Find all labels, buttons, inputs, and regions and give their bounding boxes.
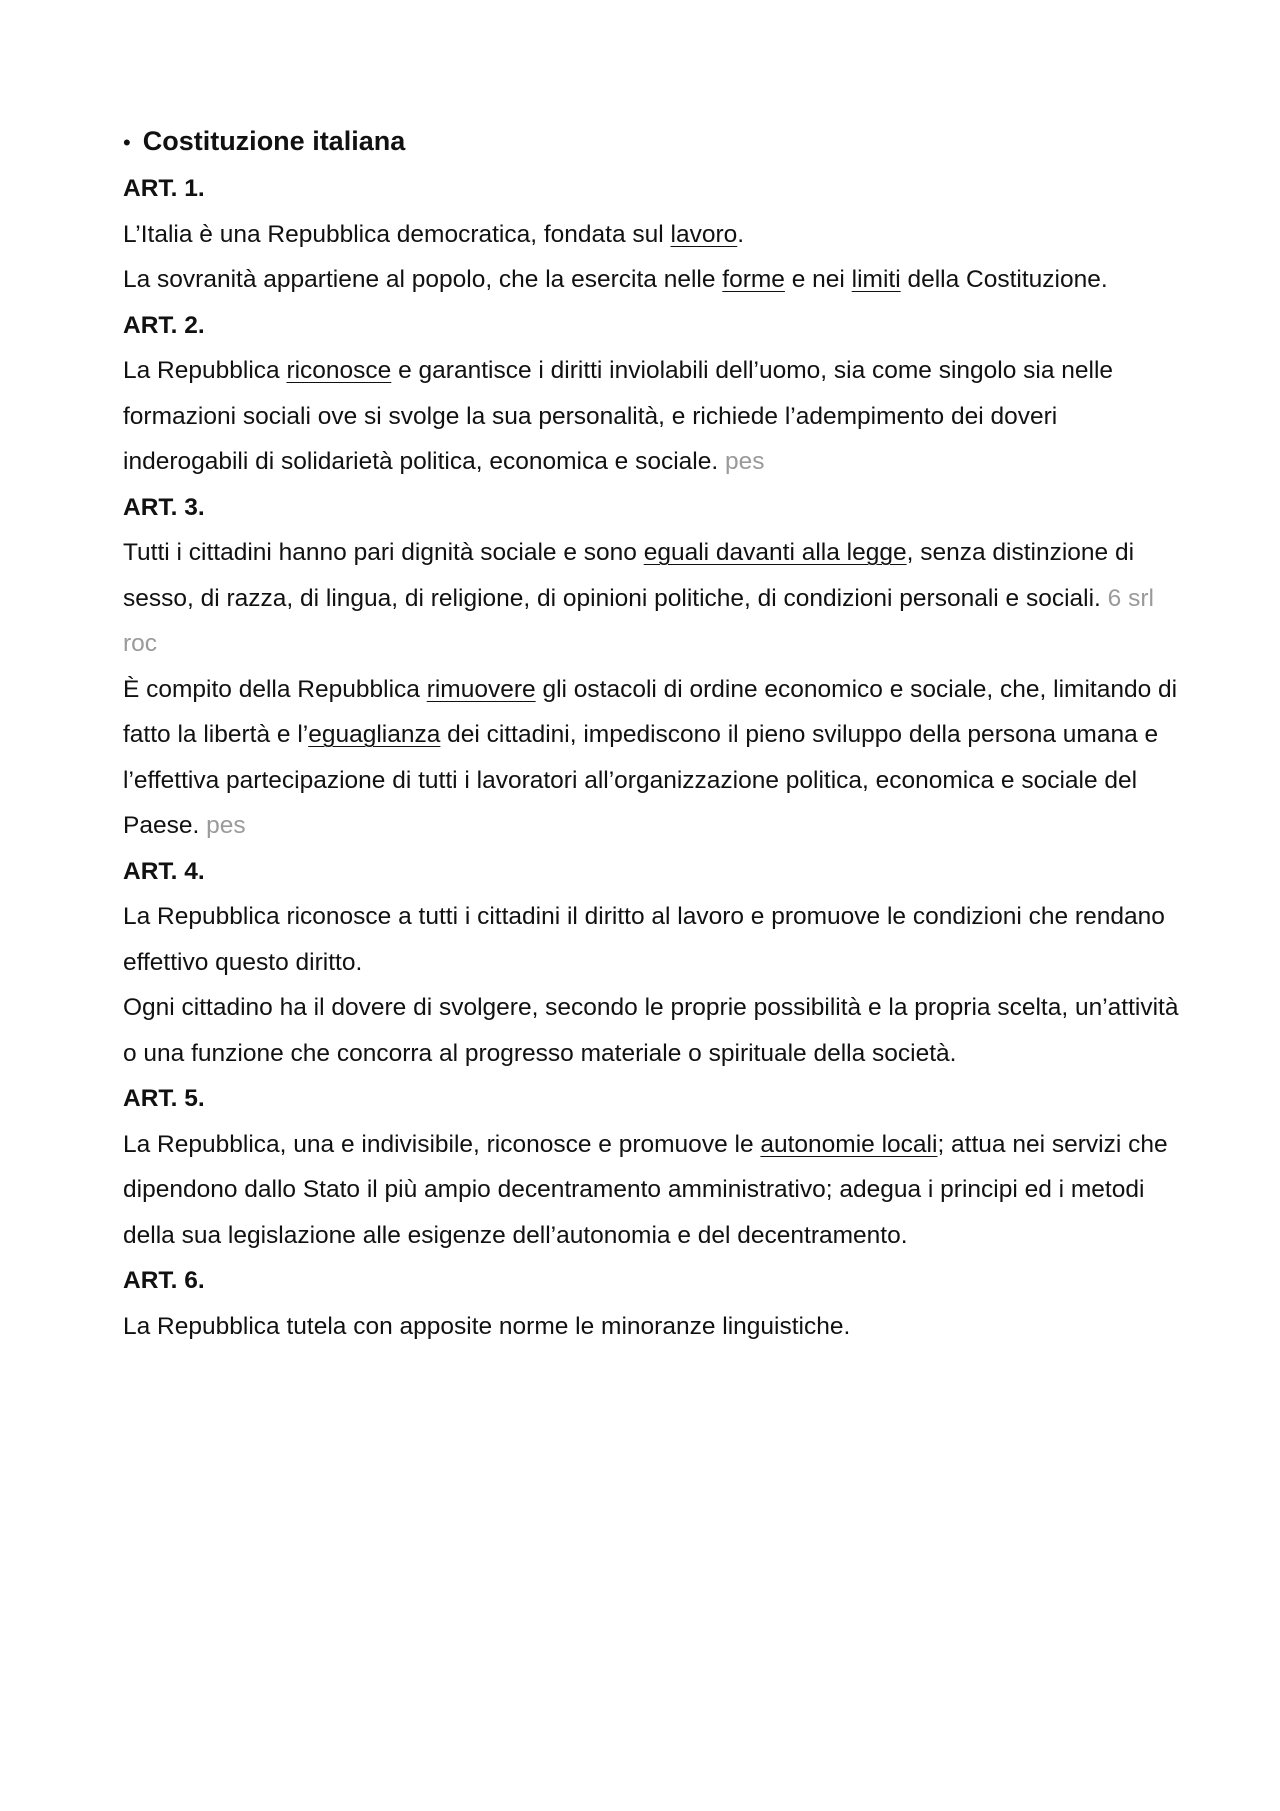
article-paragraph [123,667,1183,849]
article-6 [123,1258,1183,1349]
article-paragraph [123,985,1183,1076]
margin-note: 6 srl roc [123,584,1154,657]
article-4 [123,849,1183,1077]
article-heading: ART. 1. [123,175,205,202]
text-run: La Repubblica, una e indivisibile, riconosce e promuove le [123,1130,761,1158]
section-title-text: Costituzione italiana [142,126,406,156]
article-1 [123,166,1183,303]
article-heading: ART. 2. [123,311,205,339]
article-paragraph [123,894,1183,985]
text-run: e garantisce i diritti inviolabili dell’uomo, sia come singolo sia nelle formazioni sociali ove si svolge la sua personalità, e richiede l’adempimento dei doveri inderogabili di solidarietà politica, economica e sociale. [123,357,1114,475]
text-run: Tutti i cittadini hanno pari dignità sociale e sono [123,539,644,566]
article-paragraph [123,530,1183,667]
underlined-term: riconosce [286,357,392,384]
text-run: La Repubblica tutela con apposite norme le minoranze linguistiche. [123,1312,851,1340]
text-run: e nei [784,266,852,293]
text-run: ; attua nei servizi che dipendono dallo Stato il più ampio decentramento amministrativo; adegua i principi ed i metodi della sua legislazione alle esigenze dell’autonomia e del decentramento. [123,1130,1168,1249]
underlined-term: rimuovere [426,675,536,703]
bullet-icon: • [123,130,131,155]
underlined-term: limiti [851,266,901,293]
underlined-term: eguaglianza [308,721,441,748]
underlined-term: lavoro [670,220,738,248]
article-paragraph [123,348,1183,485]
article-heading: ART. 3. [123,493,205,521]
article-paragraph [123,257,1183,303]
text-run: , senza distinzione di sesso, di razza, di lingua, di religione, di opinioni politiche, di condizioni personali e sociali. [123,539,1135,612]
margin-note: pes [206,812,246,839]
text-run: L’Italia è una Repubblica democratica, fondata sul [123,220,671,248]
document-page [123,118,1183,1349]
text-run: Ogni cittadino ha il dovere di svolgere, secondo le proprie possibilità e la propria scelta, un’attività o una funzione che concorra al progresso materiale o spirituale della società. [123,994,1179,1067]
article-paragraph [123,1304,1183,1350]
article-heading: ART. 4. [123,857,205,885]
text-run: È compito della Repubblica [123,675,427,703]
article-paragraph [123,1122,1183,1259]
articles-list [123,166,1183,1349]
text-run: della Costituzione. [900,266,1108,293]
text-run: gli ostacoli di ordine economico e sociale, che, limitando di fatto la libertà e l’ [123,675,1178,748]
text-run: La Repubblica riconosce a tutti i cittadini il diritto al lavoro e promuove le condizioni che rendano effettivo questo diritto. [123,903,1165,976]
underlined-term: eguali davanti alla legge [643,539,907,566]
margin-note: pes [724,448,765,475]
article-2 [123,303,1183,485]
text-run: La Repubblica [123,357,287,384]
article-3 [123,485,1183,849]
text-run: La sovranità appartiene al popolo, che la esercita nelle [123,266,723,293]
text-run: . [737,220,745,248]
article-heading: ART. 6. [123,1267,205,1294]
article-5 [123,1076,1183,1258]
text-run: dei cittadini, impediscono il pieno sviluppo della persona umana e l’effettiva partecipazione di tutti i lavoratori all’organizzazione politica, economica e sociale del Paese. [123,721,1159,839]
article-heading: ART. 5. [123,1085,205,1112]
underlined-term: forme [722,266,785,293]
section-title [123,118,1183,166]
underlined-term: autonomie locali [760,1130,938,1158]
article-paragraph [123,212,1183,258]
